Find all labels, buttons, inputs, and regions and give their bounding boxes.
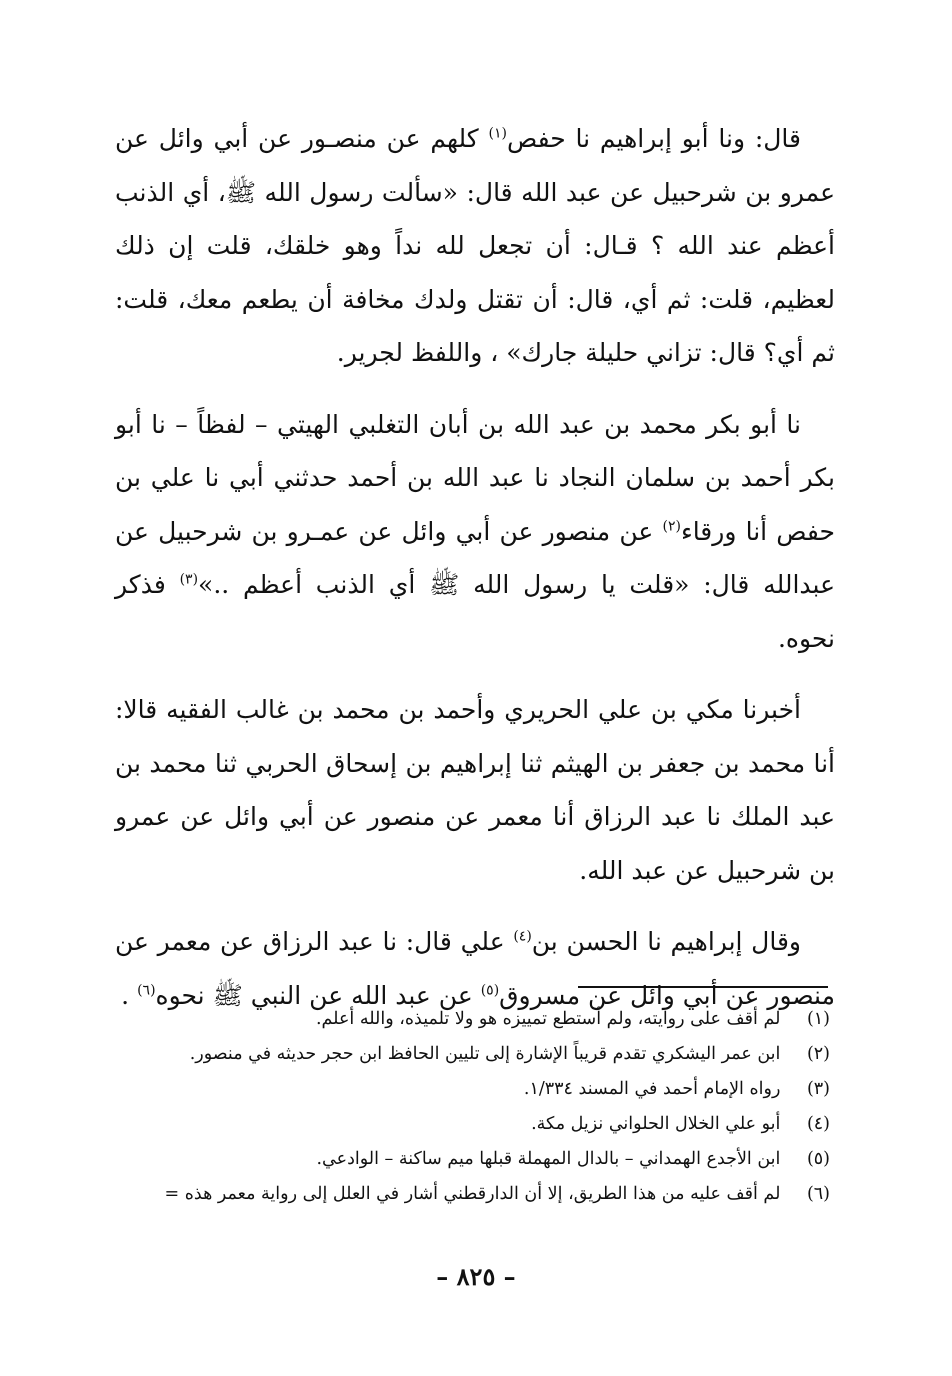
paragraph-text: عن منصور عن أبي وائل عن عمـرو بن شرحبيل عن عبدالله قال: «قلت يا رسول الله ﷺ أي الذنب أعظم ..»	[115, 516, 835, 599]
footnote-text: ابن عمر اليشكري تقدم قريباً الإشارة إلى تليين الحافظ ابن حجر حديثه في منصور.	[189, 1044, 781, 1064]
footnote-separator	[578, 986, 828, 988]
paragraph-2	[115, 398, 835, 666]
paragraph-3	[115, 683, 835, 897]
paragraph-text: وقال إبراهيم نا الحسن بن	[531, 927, 801, 956]
paragraph-text: أخبرنا مكي بن علي الحريري وأحمد بن محمد بن غالب الفقيه قالا: أنا محمد بن جعفر بن الهيثم ثنا إبراهيم بن إسحاق الحربي ثنا محمد بن عبد الملك نا عبد الرزاق أنا معمر عن منصور عن أبي وائل عن عمرو بن شرحبيل عن عبد الله.	[115, 695, 835, 885]
paragraph-1	[115, 112, 835, 380]
footnote-number: (٢)	[806, 1044, 830, 1064]
footnote-ref-6[interactable]: (٦)	[137, 982, 156, 999]
footnote-number: (٥)	[806, 1149, 830, 1169]
footnote-text: ابن الأجدع الهمداني – بالدال المهملة قبلها ميم ساكنة – الوادعي.	[316, 1149, 781, 1169]
paragraph-text: نا أبو بكر محمد بن عبد الله بن أبان التغلبي الهيتي – لفظاً – نا أبو بكر أحمد بن سلمان النجاد نا عبد الله بن أحمد حدثني أبي نا علي بن حفص أنا ورقاء	[115, 409, 835, 546]
paragraph-text: قال: ونا أبو إبراهيم نا حفص	[506, 124, 801, 153]
footnote-item	[110, 1037, 830, 1072]
footnote-item	[110, 1002, 830, 1037]
footnote-text: أبو علي الخلال الحلواني نزيل مكة.	[531, 1114, 781, 1134]
footnote-text: رواه الإمام أحمد في المسند ١/٣٣٤.	[523, 1079, 781, 1099]
footnotes	[110, 1002, 830, 1212]
footnote-item	[110, 1072, 830, 1107]
footnote-number: (٤)	[806, 1114, 830, 1134]
footnote-number: (٦)	[806, 1184, 830, 1204]
footnote-item	[110, 1142, 830, 1177]
paragraph-text: .	[121, 980, 138, 1010]
paragraph-text: عن عبد الله عن النبي ﷺ نحوه	[155, 980, 481, 1010]
footnote-ref-2[interactable]: (٢)	[662, 518, 681, 535]
footnote-number: (٣)	[806, 1079, 830, 1099]
footnote-item	[110, 1107, 830, 1142]
paragraph-text: كلهم عن منصـور عن أبي وائل عن عمرو بن شرحبيل عن عبد الله قال: «سألت رسول الله ﷺ، أي الذنب أعظم عند الله ؟ قـال: أن تجعل لله نداً وهو خلقك، قلت إن ذلك لعظيم، قلت: ثم أي، قال: أن تقتل ولدك مخافة أن يطعم معك، قلت: ثم أي؟ قال: تزاني حليلة جارك» ، واللفظ لجرير.	[115, 124, 835, 367]
footnote-text: لم أقف على روايته، ولم أستطع تمييزه هو ولا تلميذه، والله أعلم.	[315, 1009, 781, 1029]
page-number: – ٨٢٥ –	[436, 1262, 516, 1291]
paragraph-text: فذكر نحوه.	[115, 570, 835, 653]
footnote-item	[110, 1177, 830, 1212]
footnote-ref-1[interactable]: (١)	[488, 125, 507, 142]
footnote-text: لم أقف عليه من هذا الطريق، إلا أن الدارقطني أشار في العلل إلى رواية معمر هذه =	[164, 1184, 781, 1204]
paragraph-text: علي قال: نا عبد الرزاق عن معمر عن منصور عن أبي وائل عن مسروق	[115, 927, 835, 1010]
footnote-ref-5[interactable]: (٥)	[480, 982, 500, 999]
footnote-ref-3[interactable]: (٣)	[179, 571, 199, 588]
footnote-number: (١)	[806, 1009, 830, 1029]
footnote-ref-4[interactable]: (٤)	[513, 928, 532, 945]
main-text	[115, 112, 835, 1040]
